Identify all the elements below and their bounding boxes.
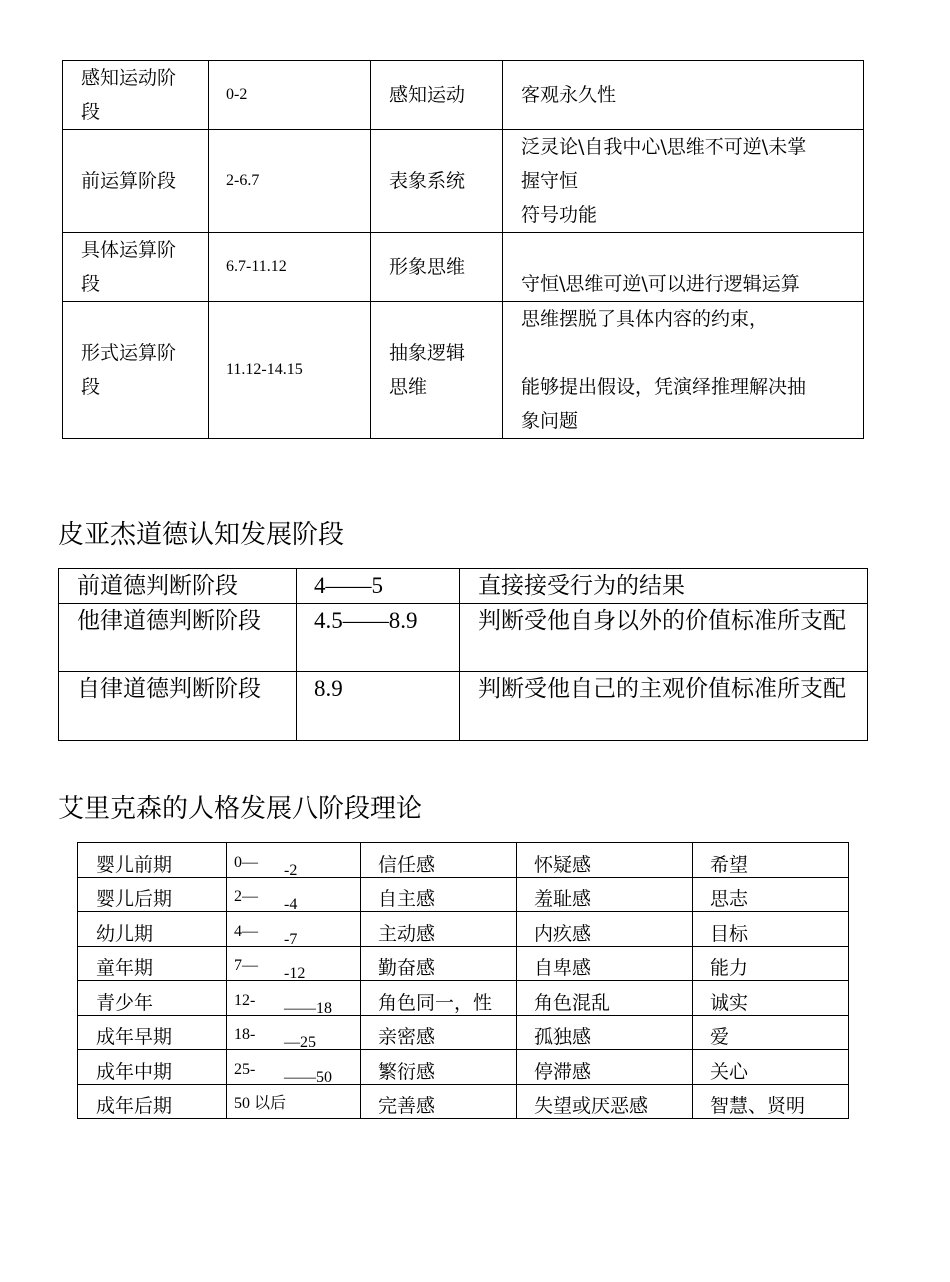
stage-cell-line: 具体运算阶 [81, 239, 177, 261]
description-cell [503, 233, 864, 302]
age-range [234, 1018, 360, 1051]
age-cell: 11.12-14.15 [209, 302, 371, 439]
feature-cell [371, 302, 503, 439]
feature-cell-line: 感知运动 [389, 84, 466, 106]
age-range [234, 880, 360, 913]
age-cell: 8.9 [297, 672, 460, 741]
table-row [78, 1084, 849, 1119]
stage-cell: 童年期 [78, 946, 227, 981]
piaget-moral-table [58, 568, 868, 741]
stage-cell-line: 感知运动阶 [81, 67, 177, 89]
description-cell-line [521, 233, 859, 267]
age-cell: 0-2 [209, 61, 371, 130]
age-cell [227, 1084, 361, 1119]
feature-cell [371, 130, 503, 233]
age-range [234, 846, 360, 879]
stage-cell: 成年早期 [78, 1015, 227, 1050]
stage-cell: 成年中期 [78, 1050, 227, 1085]
positive-cell: 勤奋感 [361, 946, 517, 981]
virtue-cell: 思志 [693, 877, 849, 912]
stage-cell: 前道德判断阶段 [59, 569, 297, 604]
description-cell-line: 能够提出假设，凭演绎推理解决抽 [521, 376, 807, 398]
table-row [63, 61, 864, 130]
description-cell [503, 130, 864, 233]
positive-cell: 完善感 [361, 1084, 517, 1119]
age-cell: 6.7-11.12 [209, 233, 371, 302]
age-end: ——50 [284, 1068, 332, 1086]
description-cell [503, 302, 864, 439]
description-cell-line: 泛灵论\自我中心\思维不可逆\未掌 [521, 136, 807, 158]
stage-cell-line: 段 [81, 101, 101, 123]
age-range [234, 1087, 360, 1117]
feature-cell-line: 思维 [389, 376, 428, 398]
erikson-stage-table [77, 842, 849, 1119]
stage-cell: 自律道德判断阶段 [59, 672, 297, 741]
table-row [78, 1050, 849, 1085]
description-cell: 判断受他自身以外的价值标准所支配 [460, 604, 868, 672]
stage-cell [63, 130, 209, 233]
description-cell-line: 思维摆脱了具体内容的约束， [521, 308, 769, 330]
age-end: ——18 [284, 999, 332, 1017]
stage-cell: 婴儿前期 [78, 843, 227, 878]
feature-cell-line: 形象思维 [389, 256, 466, 278]
age-start: 12- [234, 991, 256, 1009]
age-cell: 4——5 [297, 569, 460, 604]
description-cell-line: 客观永久性 [521, 84, 617, 106]
virtue-cell: 能力 [693, 946, 849, 981]
negative-cell: 羞耻感 [517, 877, 693, 912]
negative-cell: 角色混乱 [517, 981, 693, 1016]
age-end: -7 [284, 930, 298, 948]
age-start: 7— [234, 957, 258, 974]
description-cell [503, 61, 864, 130]
feature-cell [371, 61, 503, 130]
age-cell: 2-6.7 [209, 130, 371, 233]
description-cell: 直接接受行为的结果 [460, 569, 868, 604]
age-cell [227, 843, 361, 878]
virtue-cell: 目标 [693, 912, 849, 947]
age-cell [227, 946, 361, 981]
virtue-cell: 诚实 [693, 981, 849, 1016]
table-row [63, 233, 864, 302]
age-start: 2— [234, 888, 258, 905]
positive-cell: 繁衍感 [361, 1050, 517, 1085]
stage-cell [63, 233, 209, 302]
age-cell [227, 1015, 361, 1050]
description-cell-line [521, 336, 859, 370]
age-range [234, 915, 360, 948]
positive-cell: 亲密感 [361, 1015, 517, 1050]
negative-cell: 停滞感 [517, 1050, 693, 1085]
stage-cell: 幼儿期 [78, 912, 227, 947]
stage-cell-line: 前运算阶段 [81, 170, 177, 192]
description-cell: 判断受他自己的主观价值标准所支配 [460, 672, 868, 741]
virtue-cell: 爱 [693, 1015, 849, 1050]
age-cell: 4.5——8.9 [297, 604, 460, 672]
feature-cell-line: 表象系统 [389, 170, 466, 192]
stage-cell: 婴儿后期 [78, 877, 227, 912]
table-row [59, 672, 868, 741]
stage-cell-line: 段 [81, 376, 101, 398]
negative-cell: 失望或厌恶感 [517, 1084, 693, 1119]
stage-cell-line: 形式运算阶 [81, 342, 177, 364]
cognitive-stage-table [62, 60, 864, 439]
table-row [59, 604, 868, 672]
age-end: -2 [284, 861, 298, 879]
virtue-cell: 智慧、贤明 [693, 1084, 849, 1119]
table-row [59, 569, 868, 604]
positive-cell: 信任感 [361, 843, 517, 878]
positive-cell: 自主感 [361, 877, 517, 912]
table-row [78, 946, 849, 981]
table-row [63, 130, 864, 233]
negative-cell: 孤独感 [517, 1015, 693, 1050]
negative-cell: 自卑感 [517, 946, 693, 981]
table-row [78, 877, 849, 912]
age-cell [227, 912, 361, 947]
stage-cell [63, 61, 209, 130]
erikson-heading: 艾里克森的人格发展八阶段理论 [58, 794, 423, 824]
age-range [234, 984, 360, 1017]
description-cell-line: 握守恒 [521, 170, 579, 192]
age-range [234, 1053, 360, 1086]
virtue-cell: 希望 [693, 843, 849, 878]
description-cell-line: 符号功能 [521, 204, 598, 226]
age-cell [227, 981, 361, 1016]
stage-cell [63, 302, 209, 439]
stage-cell: 他律道德判断阶段 [59, 604, 297, 672]
table-row [78, 912, 849, 947]
positive-cell: 主动感 [361, 912, 517, 947]
age-end: —25 [284, 1034, 316, 1051]
age-start: 50 以后 [234, 1095, 287, 1112]
age-range [234, 949, 360, 982]
stage-cell-line: 段 [81, 273, 101, 295]
stage-cell: 青少年 [78, 981, 227, 1016]
age-start: 18- [234, 1026, 256, 1043]
table-row [78, 843, 849, 878]
positive-cell: 角色同一，性 [361, 981, 517, 1016]
table-row [78, 981, 849, 1016]
piaget-moral-heading: 皮亚杰道德认知发展阶段 [58, 520, 345, 550]
age-cell [227, 1050, 361, 1085]
age-end: -4 [284, 896, 298, 913]
table-row [78, 1015, 849, 1050]
age-cell [227, 877, 361, 912]
stage-cell: 成年后期 [78, 1084, 227, 1119]
feature-cell [371, 233, 503, 302]
age-start: 0— [234, 853, 258, 871]
description-cell-line: 象问题 [521, 410, 579, 432]
negative-cell: 怀疑感 [517, 843, 693, 878]
table-row [63, 302, 864, 439]
virtue-cell: 关心 [693, 1050, 849, 1085]
negative-cell: 内疚感 [517, 912, 693, 947]
age-start: 4— [234, 922, 258, 940]
age-start: 25- [234, 1060, 256, 1078]
description-cell-line: 守恒\思维可逆\可以进行逻辑运算 [521, 273, 800, 295]
age-end: -12 [284, 965, 306, 982]
feature-cell-line: 抽象逻辑 [389, 342, 466, 364]
